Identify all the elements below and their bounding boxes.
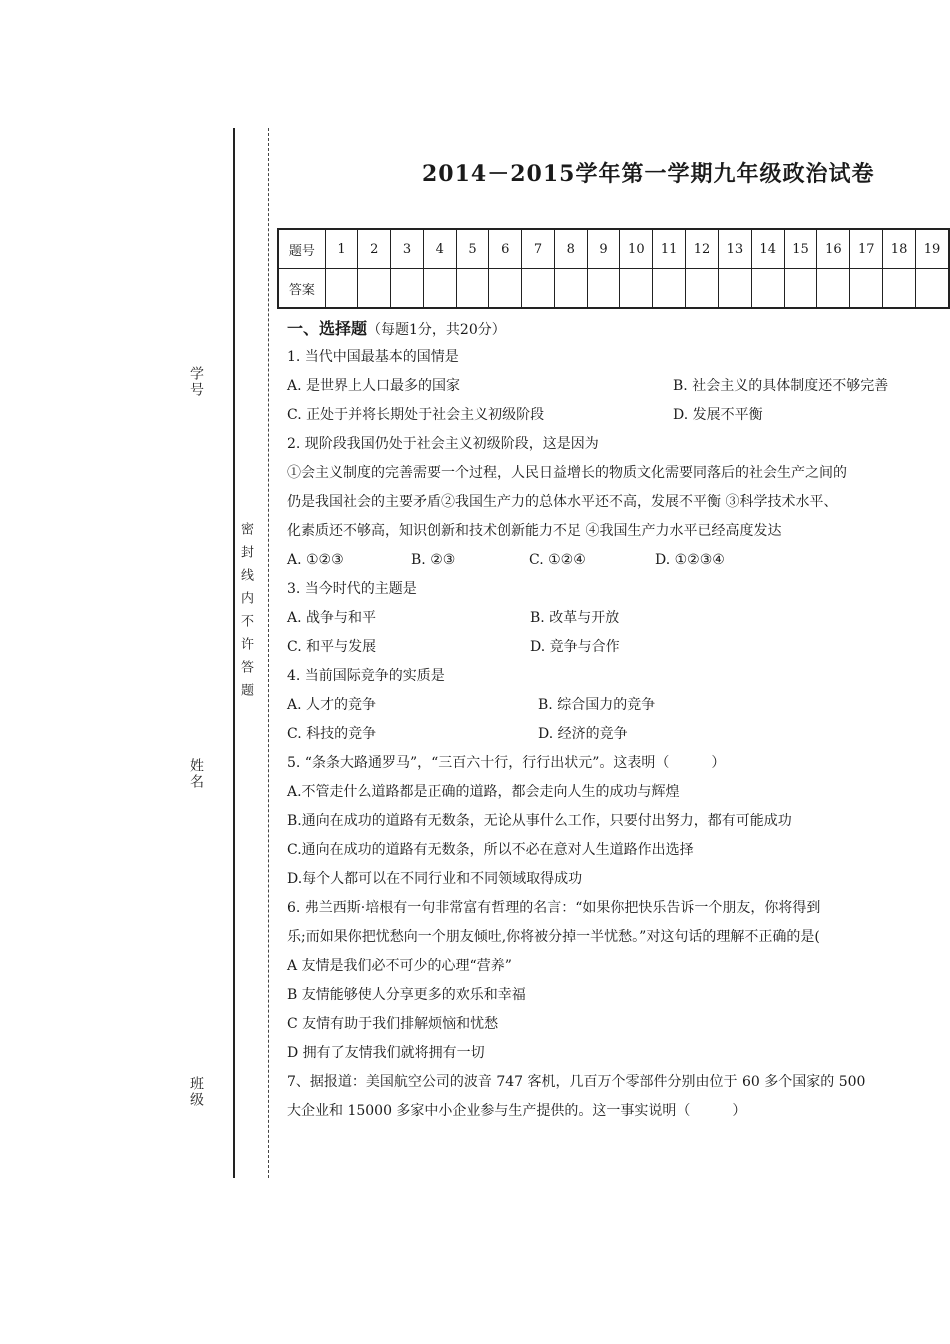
option-c: C. 和平与发展 — [287, 639, 377, 655]
answer-cell[interactable] — [358, 269, 391, 309]
seal-notice: 密封线内不许答题 — [238, 522, 253, 706]
question-number-cell: 10 — [620, 229, 653, 269]
question-number-cell: 4 — [423, 229, 456, 269]
answer-cell[interactable] — [718, 269, 751, 309]
option-row — [287, 691, 950, 720]
option-a: A. 是世界上人口最多的国家 — [287, 378, 461, 394]
section-title: 一、选择题 — [287, 319, 368, 338]
option-row — [287, 546, 950, 575]
option-b: B.通向在成功的道路有无数条，无论从事什么工作，只要付出努力，都有可能成功 — [287, 813, 792, 829]
answer-cell[interactable] — [883, 269, 916, 309]
question-number-cell: 18 — [883, 229, 916, 269]
answer-cell[interactable] — [916, 269, 950, 309]
question-stem: 6. 弗兰西斯·培根有一句非常富有哲理的名言：“如果你把快乐告诉一个朋友，你将得到 — [287, 900, 821, 916]
question-number-cell: 1 — [325, 229, 358, 269]
question-number-cell: 11 — [653, 229, 686, 269]
answer-cell[interactable] — [554, 269, 587, 309]
answer-cell[interactable] — [751, 269, 784, 309]
student-id-label: 学号 — [188, 366, 204, 398]
answer-row — [278, 269, 949, 309]
option-b: B. ②③ — [411, 552, 456, 568]
option-c: C. 正处于并将长期处于社会主义初级阶段 — [287, 407, 545, 423]
option-c: C.通向在成功的道路有无数条，所以不必在意对人生道路作出选择 — [287, 842, 694, 858]
question-number-cell: 13 — [718, 229, 751, 269]
section-heading — [287, 314, 950, 343]
question-text: 大企业和 15000 多家中小企业参与生产提供的。这一事实说明（ ） — [287, 1103, 747, 1119]
question-text: 仍是我国社会的主要矛盾②我国生产力的总体水平还不高，发展不平衡 ③科学技术水平、 — [287, 494, 838, 510]
option-c: C. 科技的竞争 — [287, 726, 377, 742]
section-note: （每题1分，共20分） — [367, 322, 506, 338]
option-row — [287, 633, 950, 662]
option-d: D 拥有了友情我们就将拥有一切 — [287, 1045, 485, 1061]
option-row — [287, 372, 950, 401]
answer-table — [277, 228, 950, 309]
option-d: D.每个人都可以在不同行业和不同领域取得成功 — [287, 871, 583, 887]
question-number-cell: 2 — [358, 229, 391, 269]
option-d: D. 经济的竞争 — [538, 726, 628, 742]
answer-cell[interactable] — [620, 269, 653, 309]
option-a: A. 人才的竞争 — [287, 697, 377, 713]
option-d: D. ①②③④ — [655, 552, 725, 568]
answer-cell[interactable] — [784, 269, 817, 309]
option-d: D. 发展不平衡 — [673, 407, 763, 423]
question-stem: 5. “条条大路通罗马”，“三百六十行，行行出状元”。这表明（ ） — [287, 755, 726, 771]
binding-dashed-line — [268, 128, 269, 1178]
question-number-cell: 16 — [817, 229, 850, 269]
option-a: A.不管走什么道路都是正确的道路，都会走向人生的成功与辉煌 — [287, 784, 680, 800]
option-b: B. 社会主义的具体制度还不够完善 — [673, 378, 889, 394]
question-number-header: 题号 — [278, 229, 325, 269]
question-stem: 3. 当今时代的主题是 — [287, 581, 417, 597]
question-number-cell: 17 — [850, 229, 883, 269]
answer-header: 答案 — [278, 269, 325, 309]
option-c: C 友情有助于我们排解烦恼和忧愁 — [287, 1016, 499, 1032]
question-number-cell: 5 — [456, 229, 489, 269]
question-stem: 7、据报道：美国航空公司的波音 747 客机，几百万个零部件分别由位于 60 多个国家的 500 — [287, 1074, 866, 1090]
option-b: B. 改革与开放 — [530, 610, 620, 626]
answer-cell[interactable] — [489, 269, 522, 309]
option-a: A. 战争与和平 — [287, 610, 377, 626]
option-row — [287, 604, 950, 633]
question-stem: 2. 现阶段我国仍处于社会主义初级阶段，这是因为 — [287, 436, 599, 452]
option-b: B 友情能够使人分享更多的欢乐和幸福 — [287, 987, 526, 1003]
answer-cell[interactable] — [522, 269, 555, 309]
question-stem: 4. 当前国际竞争的实质是 — [287, 668, 445, 684]
question-stem: 1. 当代中国最基本的国情是 — [287, 349, 459, 365]
question-text: ①会主义制度的完善需要一个过程，人民日益增长的物质文化需要同落后的社会生产之间的 — [287, 465, 847, 481]
option-b: B. 综合国力的竞争 — [538, 697, 656, 713]
answer-cell[interactable] — [850, 269, 883, 309]
binding-solid-line — [233, 128, 235, 1178]
class-label: 班级 — [188, 1076, 204, 1108]
answer-cell[interactable] — [686, 269, 719, 309]
question-number-cell: 12 — [686, 229, 719, 269]
question-number-cell: 3 — [391, 229, 424, 269]
question-number-cell: 9 — [587, 229, 620, 269]
answer-cell[interactable] — [456, 269, 489, 309]
question-number-cell: 19 — [916, 229, 950, 269]
option-row — [287, 720, 950, 749]
name-label: 姓名 — [188, 758, 204, 790]
answer-cell[interactable] — [423, 269, 456, 309]
exam-content — [287, 314, 950, 1126]
answer-cell[interactable] — [653, 269, 686, 309]
answer-cell[interactable] — [391, 269, 424, 309]
question-number-cell: 7 — [522, 229, 555, 269]
answer-cell[interactable] — [817, 269, 850, 309]
question-number-row — [278, 229, 949, 269]
exam-title: 2014－2015学年第一学期九年级政治试卷 — [422, 161, 875, 187]
question-number-cell: 14 — [751, 229, 784, 269]
question-text: 化素质还不够高，知识创新和技术创新能力不足 ④我国生产力水平已经高度发达 — [287, 523, 782, 539]
answer-cell[interactable] — [587, 269, 620, 309]
answer-cell[interactable] — [325, 269, 358, 309]
option-d: D. 竞争与合作 — [530, 639, 620, 655]
question-text: 乐;而如果你把忧愁向一个朋友倾吐,你将被分掉一半忧愁。”对这句话的理解不正确的是( — [287, 929, 820, 945]
option-row — [287, 401, 950, 430]
question-number-cell: 8 — [554, 229, 587, 269]
question-number-cell: 15 — [784, 229, 817, 269]
option-a: A 友情是我们必不可少的心理“营养” — [287, 958, 512, 974]
option-c: C. ①②④ — [529, 552, 586, 568]
option-a: A. ①②③ — [287, 552, 344, 568]
question-number-cell: 6 — [489, 229, 522, 269]
